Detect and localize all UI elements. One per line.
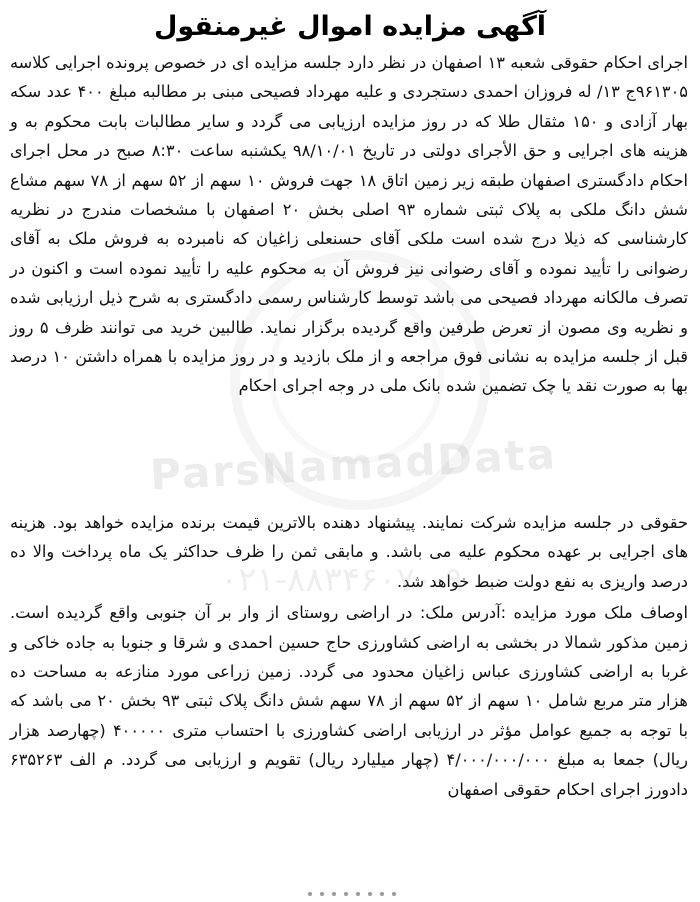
notice-paragraph-1-continued: حقوقی در جلسه مزایده شرکت نمایند. پیشنهاد دهنده بالاترین قیمت برنده مزایده خواهد بود. هزینه های اجرایی بر عهده محکوم علیه می باشد. و مابقی ثمن را ظرف حداکثر یک ماه پرداخت والا ده درصد واریزی به نفع دولت ضبط خواهد شد. — [10, 513, 688, 591]
notice-title: آگهی مزایده اموال غیرمنقول — [153, 11, 547, 42]
notice-body-bottom — [10, 508, 688, 804]
scan-gap — [0, 476, 700, 506]
watermark-brand: ParsNamadData — [148, 429, 559, 500]
notice-paragraph-2: اوصاف ملک مورد مزایده :آدرس ملک: در اراضی روستای از وار بر آن جنوبی واقع گردیده است. زمین مذکور شمالا در بخشی به اراضی کشاورزی حاج حسین احمدی و شرقا و جنوبا به جاده خاکی و غربا به اراضی کشاورزی عباس زاغیان محدود می گردد. زمین زراعی مورد منازعه به مساحت ده هزار متر مربع شامل ۱۰ سهم از ۵۲ سهم از ۷۸ سهم شش دانگ پلاک ثبتی ۹۳ بخش ۲۰ می باشد که با توجه به جمیع عوامل مؤثر در ارزیابی اراضی کشاورزی با احتساب متری ۴۰۰۰۰۰ (چهارصد هزار ریال) جمعا به مبلغ ۴/۰۰۰/۰۰۰/۰۰۰ (چهار میلیارد ریال) تقویم و ارزیابی می گردد. م الف ۶۳۵۲۶۳ دادورز اجرای احکام حقوقی اصفهان — [10, 603, 688, 799]
watermark-phone: ۰۲۱-۸۸۳۴۶۰۷۰-۹ — [220, 560, 464, 600]
notice-paragraph-1: اجرای احکام حقوقی شعبه ۱۳ اصفهان در نظر دارد جلسه مزایده ای در خصوص پرونده اجرایی کلاسه ۹۶۱۳۰۵ج ۱۳/ له فروزان احمدی دستجردی و علیه مهرداد فصیحی مبنی بر مطالبه مبلغ ۴۰۰ عدد سکه بهار آزادی و ۱۵۰ مثقال طلا که در روز مزایده ارزیابی می گردد و سایر مطالبات بابت محکوم به و هزینه های اجرایی و حق الأجرای دولتی در تاریخ ۹۸/۱۰/۰۱ یکشنبه ساعت ۸:۳۰ صبح در محل اجرای احکام دادگستری اصفهان طبقه زیر زمین اتاق ۱۸ جهت فروش ۱۰ سهم از ۵۲ سهم از ۷۸ سهم مشاع شش دانگ ملکی به پلاک ثبتی شماره ۹۳ اصلی بخش ۲۰ اصفهان با مشخصات مندرج در نظریه کارشناسی که ذیلا درج شده است ملکی آقای حسنعلی زاغیان که نامبرده به فروش ملک به آقای رضوانی را تأیید نموده و آقای رضوانی نیز فروش آن به محکوم علیه را تأیید نموده است و اکنون در تصرف مالکانه مهرداد فصیحی می باشد توسط کارشناس رسمی دادگستری به شرح ذیل ارزیابی شده و نظریه وی مصون از تعرض طرفین واقع گردیده برگزار نماید. طالبین خرید می توانند ظرف ۵ روز قبل از جلسه مزایده به نشانی فوق مراجعه و از ملک بازدید و در روز مزایده با همراه داشتن ۱۰ درصد بها به صورت نقد یا چک تضمین شده بانک ملی در وجه اجرای احکام — [10, 53, 689, 396]
notice-body-top — [10, 48, 688, 401]
bottom-ornament-icon — [300, 890, 400, 898]
